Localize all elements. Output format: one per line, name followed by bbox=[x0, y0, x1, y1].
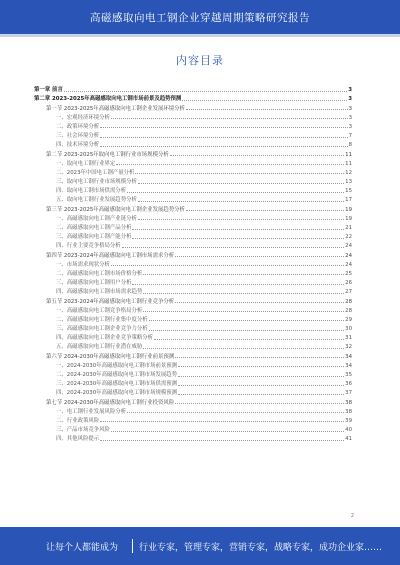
toc-leader-dots bbox=[100, 421, 344, 422]
toc-entry[interactable] bbox=[34, 185, 352, 194]
toc-leader-dots bbox=[178, 376, 344, 377]
toc-leader-dots bbox=[138, 201, 344, 202]
toc-entry[interactable] bbox=[34, 378, 352, 387]
toc-entry[interactable] bbox=[34, 369, 352, 378]
toc-leader-dots bbox=[186, 210, 344, 211]
toc-entry[interactable] bbox=[34, 424, 352, 433]
toc-entry-page: 22 bbox=[345, 234, 352, 241]
toc-entry[interactable] bbox=[34, 295, 352, 304]
toc-entry-title: 二、高磁感取向电工钢行业集中度分析 bbox=[56, 316, 148, 323]
toc-entry-title: 一、2024-2030年高磁感取向电工钢市场前景预测 bbox=[56, 362, 178, 369]
toc-heading: 内容目录 bbox=[176, 54, 224, 67]
footer-slogan: 让每个人都能成为 bbox=[46, 542, 119, 553]
toc-entry-page: 3 bbox=[348, 87, 352, 94]
header-divider bbox=[0, 34, 400, 37]
footer-tags-text: 行业专家，管理专家，营销专家，战略专家，成功企业家…… bbox=[139, 542, 383, 553]
toc-entry-page: 19 bbox=[345, 206, 352, 213]
toc-entry[interactable] bbox=[34, 222, 352, 231]
toc-entry-page: 12 bbox=[345, 169, 352, 176]
toc-entry-title: 第一章 前言 bbox=[34, 87, 63, 94]
toc-entry[interactable] bbox=[34, 314, 352, 323]
toc-entry-page: 3 bbox=[348, 123, 352, 130]
toc-entry-title: 五、高磁感取向电工钢行业潜在威胁 bbox=[56, 344, 143, 351]
toc-leader-dots bbox=[143, 348, 344, 349]
toc-entry-page: 11 bbox=[345, 151, 352, 158]
toc-entry-page: 34 bbox=[345, 362, 352, 369]
toc-entry[interactable] bbox=[34, 158, 352, 167]
toc-leader-dots bbox=[111, 118, 348, 119]
toc-leader-dots bbox=[143, 274, 344, 275]
toc-entry-page: 19 bbox=[345, 215, 352, 222]
toc-entry[interactable] bbox=[34, 415, 352, 424]
toc-entry-page: 29 bbox=[345, 316, 352, 323]
toc-leader-dots bbox=[175, 256, 344, 257]
toc-entry-title: 三、取向电工钢行业市场规模分析 bbox=[56, 179, 137, 186]
toc-entry[interactable] bbox=[34, 167, 352, 176]
toc-entry[interactable] bbox=[34, 231, 352, 240]
toc-entry[interactable] bbox=[34, 84, 352, 93]
toc-entry[interactable] bbox=[34, 396, 352, 405]
toc-entry-page: 24 bbox=[345, 261, 352, 268]
toc-entry[interactable] bbox=[34, 148, 352, 157]
toc-leader-dots bbox=[138, 219, 344, 220]
toc-entry-page: 3 bbox=[348, 96, 352, 103]
table-of-contents bbox=[34, 84, 352, 442]
toc-entry-title: 二、行业政策风险 bbox=[56, 417, 100, 424]
toc-entry-page: 28 bbox=[345, 298, 352, 305]
toc-entry-title: 四、行业主要竞争格局分析 bbox=[56, 243, 121, 250]
toc-leader-dots bbox=[138, 183, 344, 184]
toc-entry-page: 38 bbox=[345, 408, 352, 415]
toc-leader-dots bbox=[100, 137, 347, 138]
report-footer bbox=[0, 527, 400, 565]
toc-entry-title: 一、高磁感取向电工钢竞争格局分析 bbox=[56, 307, 143, 314]
toc-entry-page: 3 bbox=[348, 105, 352, 112]
report-title: 高磁感取向电工钢企业穿越周期策略研究报告 bbox=[90, 11, 310, 24]
toc-entry-title: 三、高磁感取向电工钢用户分析 bbox=[56, 280, 132, 287]
toc-entry-title: 二、政策环境分析 bbox=[56, 123, 100, 130]
toc-entry[interactable] bbox=[34, 341, 352, 350]
toc-entry[interactable] bbox=[34, 277, 352, 286]
toc-entry-page: 27 bbox=[345, 289, 352, 296]
toc-entry-page: 37 bbox=[345, 390, 352, 397]
toc-leader-dots bbox=[178, 385, 344, 386]
toc-entry-title: 一、取向电工钢行业界定 bbox=[56, 160, 116, 167]
toc-entry-title: 第三节 2023-2025年高磁感取向电工钢企业发展趋势分析 bbox=[46, 206, 185, 213]
toc-entry-title: 第七节 2024-2030年高磁感取向电工钢行业投资风险 bbox=[46, 399, 175, 406]
toc-entry-title: 三、社会环境分析 bbox=[56, 133, 100, 140]
toc-entry-page: 11 bbox=[345, 160, 352, 167]
toc-entry[interactable] bbox=[34, 176, 352, 185]
toc-entry-title: 第五节 2023-2024年高磁感取向电工钢行业竞争分析 bbox=[46, 298, 175, 305]
toc-leader-dots bbox=[122, 247, 344, 248]
toc-entry-title: 四、2024-2030年高磁感取向电工钢市场规模预测 bbox=[56, 390, 178, 397]
toc-leader-dots bbox=[132, 238, 344, 239]
toc-entry-page: 3 bbox=[348, 114, 352, 121]
toc-entry[interactable] bbox=[34, 121, 352, 130]
toc-entry[interactable] bbox=[34, 240, 352, 249]
toc-entry[interactable] bbox=[34, 194, 352, 203]
toc-leader-dots bbox=[143, 293, 344, 294]
toc-entry[interactable] bbox=[34, 259, 352, 268]
toc-entry-page: 40 bbox=[345, 427, 352, 434]
toc-entry-title: 二、2023年中国电工钢产量分析 bbox=[56, 169, 135, 176]
toc-entry-page: 28 bbox=[345, 307, 352, 314]
toc-entry-title: 第二章 2023-2025年高磁感取向电工钢市场前景及趋势预测 bbox=[34, 96, 182, 103]
toc-leader-dots bbox=[154, 339, 344, 340]
toc-leader-dots bbox=[127, 192, 344, 193]
toc-leader-dots bbox=[178, 394, 344, 395]
toc-leader-dots bbox=[178, 366, 344, 367]
toc-entry-title: 二、2024-2030年高磁感取向电工钢市场发展趋势 bbox=[56, 372, 178, 378]
toc-entry-title: 一、高磁感取向电工钢产业链分析 bbox=[56, 215, 137, 222]
toc-entry[interactable] bbox=[34, 406, 352, 415]
toc-leader-dots bbox=[111, 265, 344, 266]
toc-entry[interactable] bbox=[34, 112, 352, 121]
toc-entry-title: 三、高磁感取向电工钢企业竞争力分析 bbox=[56, 326, 148, 333]
toc-entry[interactable] bbox=[34, 387, 352, 396]
toc-entry-title: 四、高磁感取向电工钢市场需求趋势 bbox=[56, 289, 143, 296]
toc-entry-title: 五、取向电工钢行业发展趋势分析 bbox=[56, 197, 137, 204]
toc-entry-title: 三、高磁感取向电工钢产能分析 bbox=[56, 234, 132, 241]
toc-entry-title: 四、其他风险提示 bbox=[56, 436, 100, 443]
toc-leader-dots bbox=[175, 302, 344, 303]
toc-entry-page: 36 bbox=[345, 381, 352, 388]
toc-entry-page: 7 bbox=[348, 133, 352, 140]
toc-entry-title: 一、电工钢行业发展风险分析 bbox=[56, 408, 127, 415]
toc-entry-page: 41 bbox=[345, 436, 352, 443]
toc-entry[interactable] bbox=[34, 323, 352, 332]
toc-entry[interactable] bbox=[34, 213, 352, 222]
toc-entry-page: 13 bbox=[345, 179, 352, 186]
toc-leader-dots bbox=[170, 155, 344, 156]
toc-leader-dots bbox=[111, 431, 344, 432]
toc-entry[interactable] bbox=[34, 350, 352, 359]
toc-entry-title: 第一节 2023-2025年高磁感取向电工钢企业发展环境分析 bbox=[46, 105, 185, 112]
toc-entry-title: 三、2024-2030年高磁感取向电工钢市场供需预测 bbox=[56, 381, 178, 388]
report-header bbox=[0, 0, 400, 34]
toc-entry-page: 35 bbox=[345, 372, 352, 378]
toc-entry-title: 四、高磁感取向电工钢企业竞争策略分析 bbox=[56, 335, 154, 342]
toc-entry-title: 二、高磁感取向电工钢产品分析 bbox=[56, 225, 132, 231]
toc-entry[interactable] bbox=[34, 360, 352, 369]
toc-leader-dots bbox=[175, 403, 344, 404]
toc-entry-page: 24 bbox=[345, 252, 352, 259]
toc-leader-dots bbox=[149, 320, 344, 321]
toc-entry-title: 第二节 2023-2025年取向电工钢行业市场规模分析 bbox=[46, 151, 169, 158]
toc-leader-dots bbox=[64, 91, 347, 92]
toc-entry-page: 31 bbox=[345, 335, 352, 342]
toc-leader-dots bbox=[143, 311, 344, 312]
toc-entry[interactable] bbox=[34, 93, 352, 102]
toc-entry[interactable] bbox=[34, 249, 352, 258]
toc-entry[interactable] bbox=[34, 139, 352, 148]
toc-leader-dots bbox=[149, 330, 344, 331]
toc-leader-dots bbox=[132, 229, 344, 230]
page-number: 2 bbox=[350, 513, 354, 519]
toc-leader-dots bbox=[186, 109, 348, 110]
toc-entry[interactable] bbox=[34, 305, 352, 314]
toc-entry-page: 39 bbox=[345, 417, 352, 424]
toc-entry[interactable] bbox=[34, 268, 352, 277]
toc-leader-dots bbox=[132, 284, 344, 285]
toc-entry[interactable] bbox=[34, 102, 352, 111]
toc-leader-dots bbox=[182, 100, 347, 101]
footer-divider bbox=[132, 539, 133, 553]
toc-entry-title: 二、高磁感取向电工钢市场价格分析 bbox=[56, 270, 143, 277]
toc-entry-page: 34 bbox=[345, 353, 352, 360]
toc-entry[interactable] bbox=[34, 332, 352, 341]
toc-entry-page: 21 bbox=[345, 225, 352, 231]
toc-entry[interactable] bbox=[34, 130, 352, 139]
toc-entry-title: 一、市场需求现状分析 bbox=[56, 261, 110, 268]
toc-entry-page: 30 bbox=[345, 326, 352, 333]
toc-leader-dots bbox=[100, 127, 347, 128]
toc-leader-dots bbox=[135, 173, 344, 174]
toc-leader-dots bbox=[100, 146, 347, 147]
toc-entry-title: 四、取向电工钢市场供需分析 bbox=[56, 188, 127, 195]
toc-leader-dots bbox=[116, 164, 344, 165]
toc-entry[interactable] bbox=[34, 433, 352, 442]
toc-entry-page: 26 bbox=[345, 280, 352, 287]
toc-entry-title: 第四节 2023-2024年高磁感取向电工钢市场需求分析 bbox=[46, 252, 175, 259]
toc-entry-page: 32 bbox=[345, 344, 352, 351]
toc-entry-title: 第六节 2024-2030年高磁感取向电工钢行业前景预测 bbox=[46, 353, 175, 360]
toc-leader-dots bbox=[100, 440, 344, 441]
toc-entry-title: 四、技术环境分析 bbox=[56, 142, 100, 149]
toc-entry-title: 一、宏观经济环境分析 bbox=[56, 114, 110, 121]
toc-entry[interactable] bbox=[34, 203, 352, 212]
toc-entry-title: 三、产品市场竞争风险 bbox=[56, 427, 110, 434]
toc-entry-page: 15 bbox=[345, 188, 352, 195]
toc-entry-page: 24 bbox=[345, 243, 352, 250]
footer-tags bbox=[132, 539, 382, 553]
toc-entry-page: 25 bbox=[345, 270, 352, 277]
toc-leader-dots bbox=[175, 357, 344, 358]
toc-entry-page: 17 bbox=[345, 197, 352, 204]
toc-entry-page: 8 bbox=[348, 142, 352, 149]
toc-leader-dots bbox=[127, 412, 344, 413]
toc-entry-page: 38 bbox=[345, 399, 352, 406]
toc-entry[interactable] bbox=[34, 286, 352, 295]
